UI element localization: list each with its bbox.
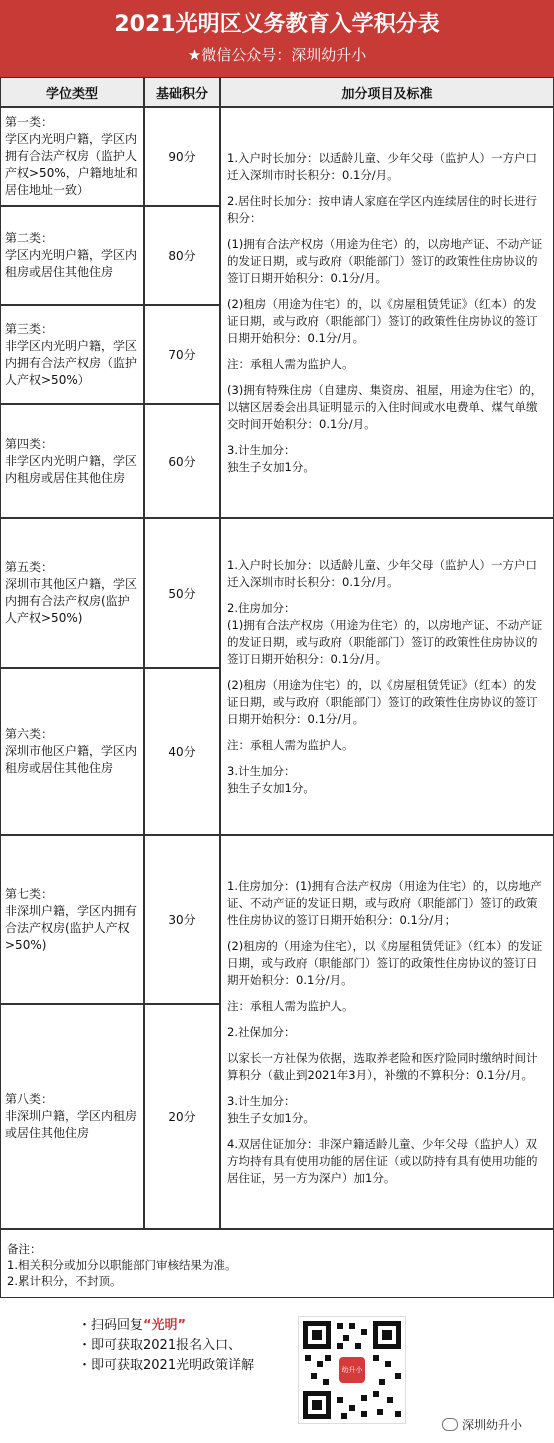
wechat-icon bbox=[442, 1418, 458, 1431]
row-type-3: 第三类： 非学区内光明户籍，学区内拥有合法产权房（监护人产权>50%） bbox=[0, 305, 144, 404]
row-score-5: 50分 bbox=[144, 518, 220, 668]
header-score: 基础积分 bbox=[144, 77, 220, 107]
rule-2-4: 注：承租人需为监护人。 bbox=[227, 737, 354, 752]
note-item: 1.相关积分或加分以职能部门审核结果为准。 bbox=[7, 1258, 237, 1272]
row-score-6: 40分 bbox=[144, 668, 220, 835]
page-title: 2021光明区义务教育入学积分表 bbox=[114, 12, 440, 37]
note-item: 2.累计积分，不封顶。 bbox=[7, 1274, 122, 1288]
account-name: 深圳幼升小 bbox=[462, 1418, 523, 1432]
rule-2-2: 2.住房加分： (1)拥有合法产权房（用途为住宅）的，以房地产证、不动产证的发证日期，或与政府（职能部门）签订的政策性住房协议的签订日期开始积分：0.1分/月。 bbox=[227, 600, 543, 666]
row-type-4: 第四类： 非学区内光明户籍，学区内租房或居住其他住房 bbox=[0, 404, 144, 518]
header-rules: 加分项目及标准 bbox=[220, 77, 554, 107]
rule-2-3: (2)租房（用途为住宅）的，以《房屋租赁凭证》（红本）的发证日期，或与政府（职能部门）签订的政策性住房协议的签订日期开始积分：0.1分/月。 bbox=[227, 677, 538, 726]
row-type-2: 第二类： 学区内光明户籍，学区内租房或居住其他住房 bbox=[0, 206, 144, 305]
rule-3-2: (2)租房的（用途为住宅），以《房屋租赁凭证》（红本）的发证日期，或与政府（职能部门）签订的政策性住房协议的签订日期开始积分：0.1分/月。 bbox=[227, 938, 543, 987]
rule-3-7: 4.双居住证加分：非深户籍适龄儿童、少年父母（监护人）双方均持有具有使用功能的居住证（或以防持有具有使用功能的居住证，另一方为深户）加1分。 bbox=[227, 1136, 538, 1185]
rule-1-2: 2.居住时长加分：按申请人家庭在学区内连续居住的时长进行积分： bbox=[227, 193, 537, 225]
rule-1-1: 1.入户时长加分：以适龄儿童、少年父母（监护人）一方户口迁入深圳市时长积分：0.1分/月。 bbox=[227, 150, 537, 182]
notes-title: 备注： bbox=[7, 1242, 42, 1256]
rule-3-3: 注：承租人需为监护人。 bbox=[227, 998, 354, 1013]
rules-group-3 bbox=[220, 835, 554, 1229]
qr-badge-logo: 幼升小 bbox=[339, 1357, 365, 1383]
rules-group-2 bbox=[220, 518, 554, 835]
header-banner bbox=[0, 0, 554, 77]
footer bbox=[0, 1298, 554, 1443]
rule-2-5: 3.计生加分： 独生子女加1分。 bbox=[227, 763, 315, 795]
row-score-2: 80分 bbox=[144, 206, 220, 305]
footer-line-1 bbox=[78, 1316, 186, 1336]
notes-section bbox=[0, 1229, 554, 1298]
row-type-7: 第七类： 非深圳户籍，学区内拥有合法产权房(监护人产权>50%) bbox=[0, 835, 144, 1004]
qr-code-icon bbox=[298, 1316, 406, 1424]
row-type-5: 第五类： 深圳市其他区户籍，学区内拥有合法产权房(监护人产权>50%) bbox=[0, 518, 144, 668]
page-subtitle: ★微信公众号：深圳幼升小 bbox=[187, 46, 367, 64]
rule-1-3: (1)拥有合法产权房（用途为住宅）的，以房地产证、不动产证的发证日期，或与政府（职能部门）签订的政策性住房协议的签订日期开始积分：0.1分/月。 bbox=[227, 236, 543, 285]
row-score-8: 20分 bbox=[144, 1004, 220, 1229]
row-type-6: 第六类： 深圳市他区户籍，学区内租房或居住其他住房 bbox=[0, 668, 144, 835]
rules-group-1 bbox=[220, 107, 554, 518]
footer-keyword: “光明” bbox=[143, 1318, 187, 1333]
header-type: 学位类型 bbox=[0, 77, 144, 107]
rule-3-4: 2.社保加分： bbox=[227, 1024, 296, 1039]
footer-line-3: ・即可获取2021光明政策详解 bbox=[78, 1358, 255, 1373]
row-score-1: 90分 bbox=[144, 107, 220, 206]
row-score-7: 30分 bbox=[144, 835, 220, 1004]
rule-1-5: 注：承租人需为监护人。 bbox=[227, 356, 354, 371]
rule-3-6: 3.计生加分： 独生子女加1分。 bbox=[227, 1093, 315, 1125]
footer-prefix: ・扫码回复 bbox=[78, 1318, 144, 1333]
row-score-4: 60分 bbox=[144, 404, 220, 518]
row-score-3: 70分 bbox=[144, 305, 220, 404]
rule-3-5: 以家长一方社保为依据，选取养老险和医疗险同时缴纳时间计算积分（截止到2021年3月），补缴的不算积分：0.1分/月。 bbox=[227, 1050, 538, 1082]
rule-1-4: (2)租房（用途为住宅）的，以《房屋租赁凭证》（红本）的发证日期，或与政府（职能部门）签订的政策性住房协议的签订日期开始积分：0.1分/月。 bbox=[227, 296, 538, 345]
row-type-8: 第八类： 非深圳户籍，学区内租房或居住其他住房 bbox=[0, 1004, 144, 1229]
row-type-1: 第一类： 学区内光明户籍，学区内拥有合法产权房（监护人产权>50%，户籍地址和居住地址一致） bbox=[0, 107, 144, 206]
rule-2-1: 1.入户时长加分：以适龄儿童、少年父母（监护人）一方户口迁入深圳市时长积分：0.1分/月。 bbox=[227, 557, 537, 589]
account-watermark bbox=[442, 1416, 522, 1433]
rule-1-7: 3.计生加分： 独生子女加1分。 bbox=[227, 442, 315, 474]
footer-line-2: ・即可获取2021报名入口、 bbox=[78, 1338, 242, 1353]
rule-1-6: (3)拥有特殊住房（自建房、集资房、祖屋，用途为住宅）的，以辖区居委会出具证明显示的入住时间或水电费单、煤气单缴交时间开始积分：0.1分/月。 bbox=[227, 382, 543, 431]
rule-3-1: 1.住房加分：(1)拥有合法产权房（用途为住宅）的，以房地产证、不动产证的发证日期，或与政府（职能部门）签订的政策性住房协议的签订日期开始积分：0.1分/月； bbox=[227, 878, 542, 927]
